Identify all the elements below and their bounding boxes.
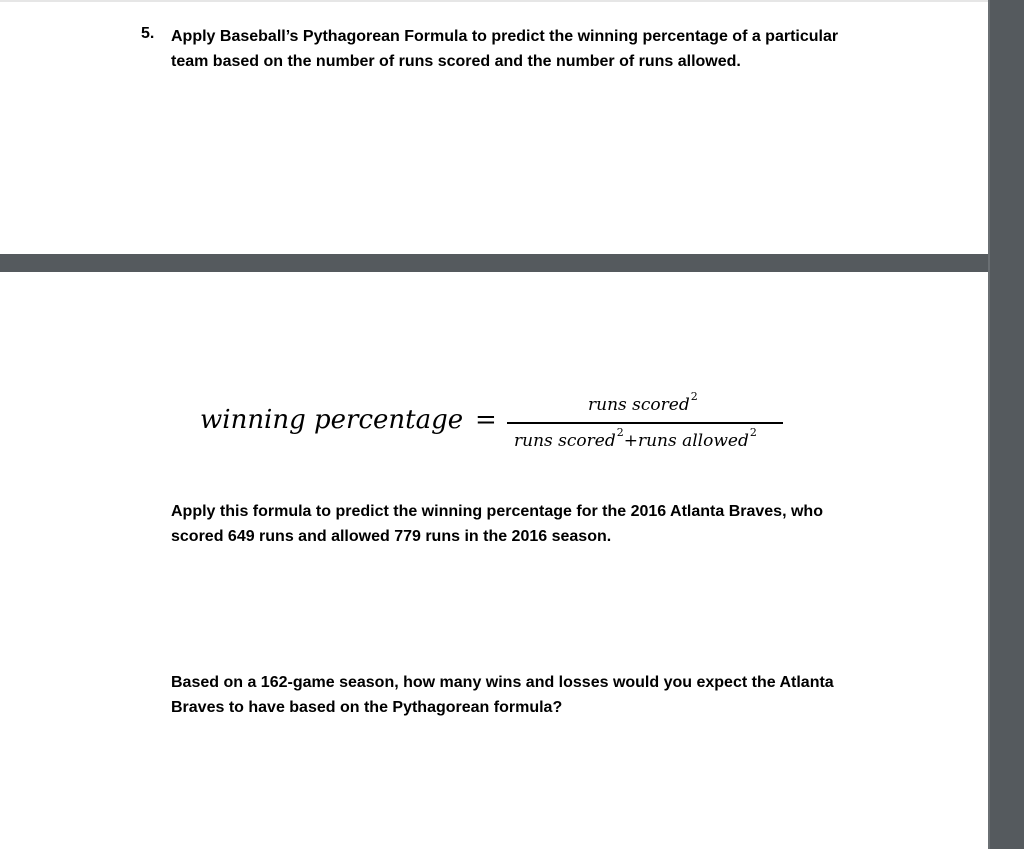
apply-formula-paragraph: Apply this formula to predict the winning percentage for the 2016 Atlanta Braves, who scored 649 runs and allowed 779 runs in the 2016 season. [171, 503, 823, 545]
page-2 [0, 272, 988, 849]
denominator-term-1: runs scored [514, 431, 616, 451]
page-top-edge [0, 0, 988, 2]
fraction-bar [507, 422, 783, 424]
denominator-term-1-exponent: 2 [616, 426, 624, 439]
formula-equals-sign: = [475, 405, 497, 435]
formula-numerator [588, 390, 698, 415]
denominator-term-2: runs allowed [637, 431, 749, 451]
numerator-text: runs scored [588, 395, 690, 415]
denominator-term-2-exponent: 2 [749, 426, 757, 439]
season-question-paragraph: Based on a 162-game season, how many wins and losses would you expect the Atlanta Braves to have based on the Pythagorean formula? [171, 674, 834, 716]
formula-lhs: winning percentage [200, 405, 464, 435]
question-number: 5. [141, 25, 155, 42]
page-1 [0, 0, 988, 254]
numerator-exponent: 2 [690, 390, 698, 403]
question-text: Apply Baseball’s Pythagorean Formula to predict the winning percentage of a particular team based on the number of runs scored and the number of runs allowed. [171, 28, 839, 70]
page-right-edge [988, 0, 990, 849]
denominator-plus: + [623, 431, 638, 451]
pythagorean-formula [0, 272, 988, 849]
formula-denominator [514, 426, 757, 451]
